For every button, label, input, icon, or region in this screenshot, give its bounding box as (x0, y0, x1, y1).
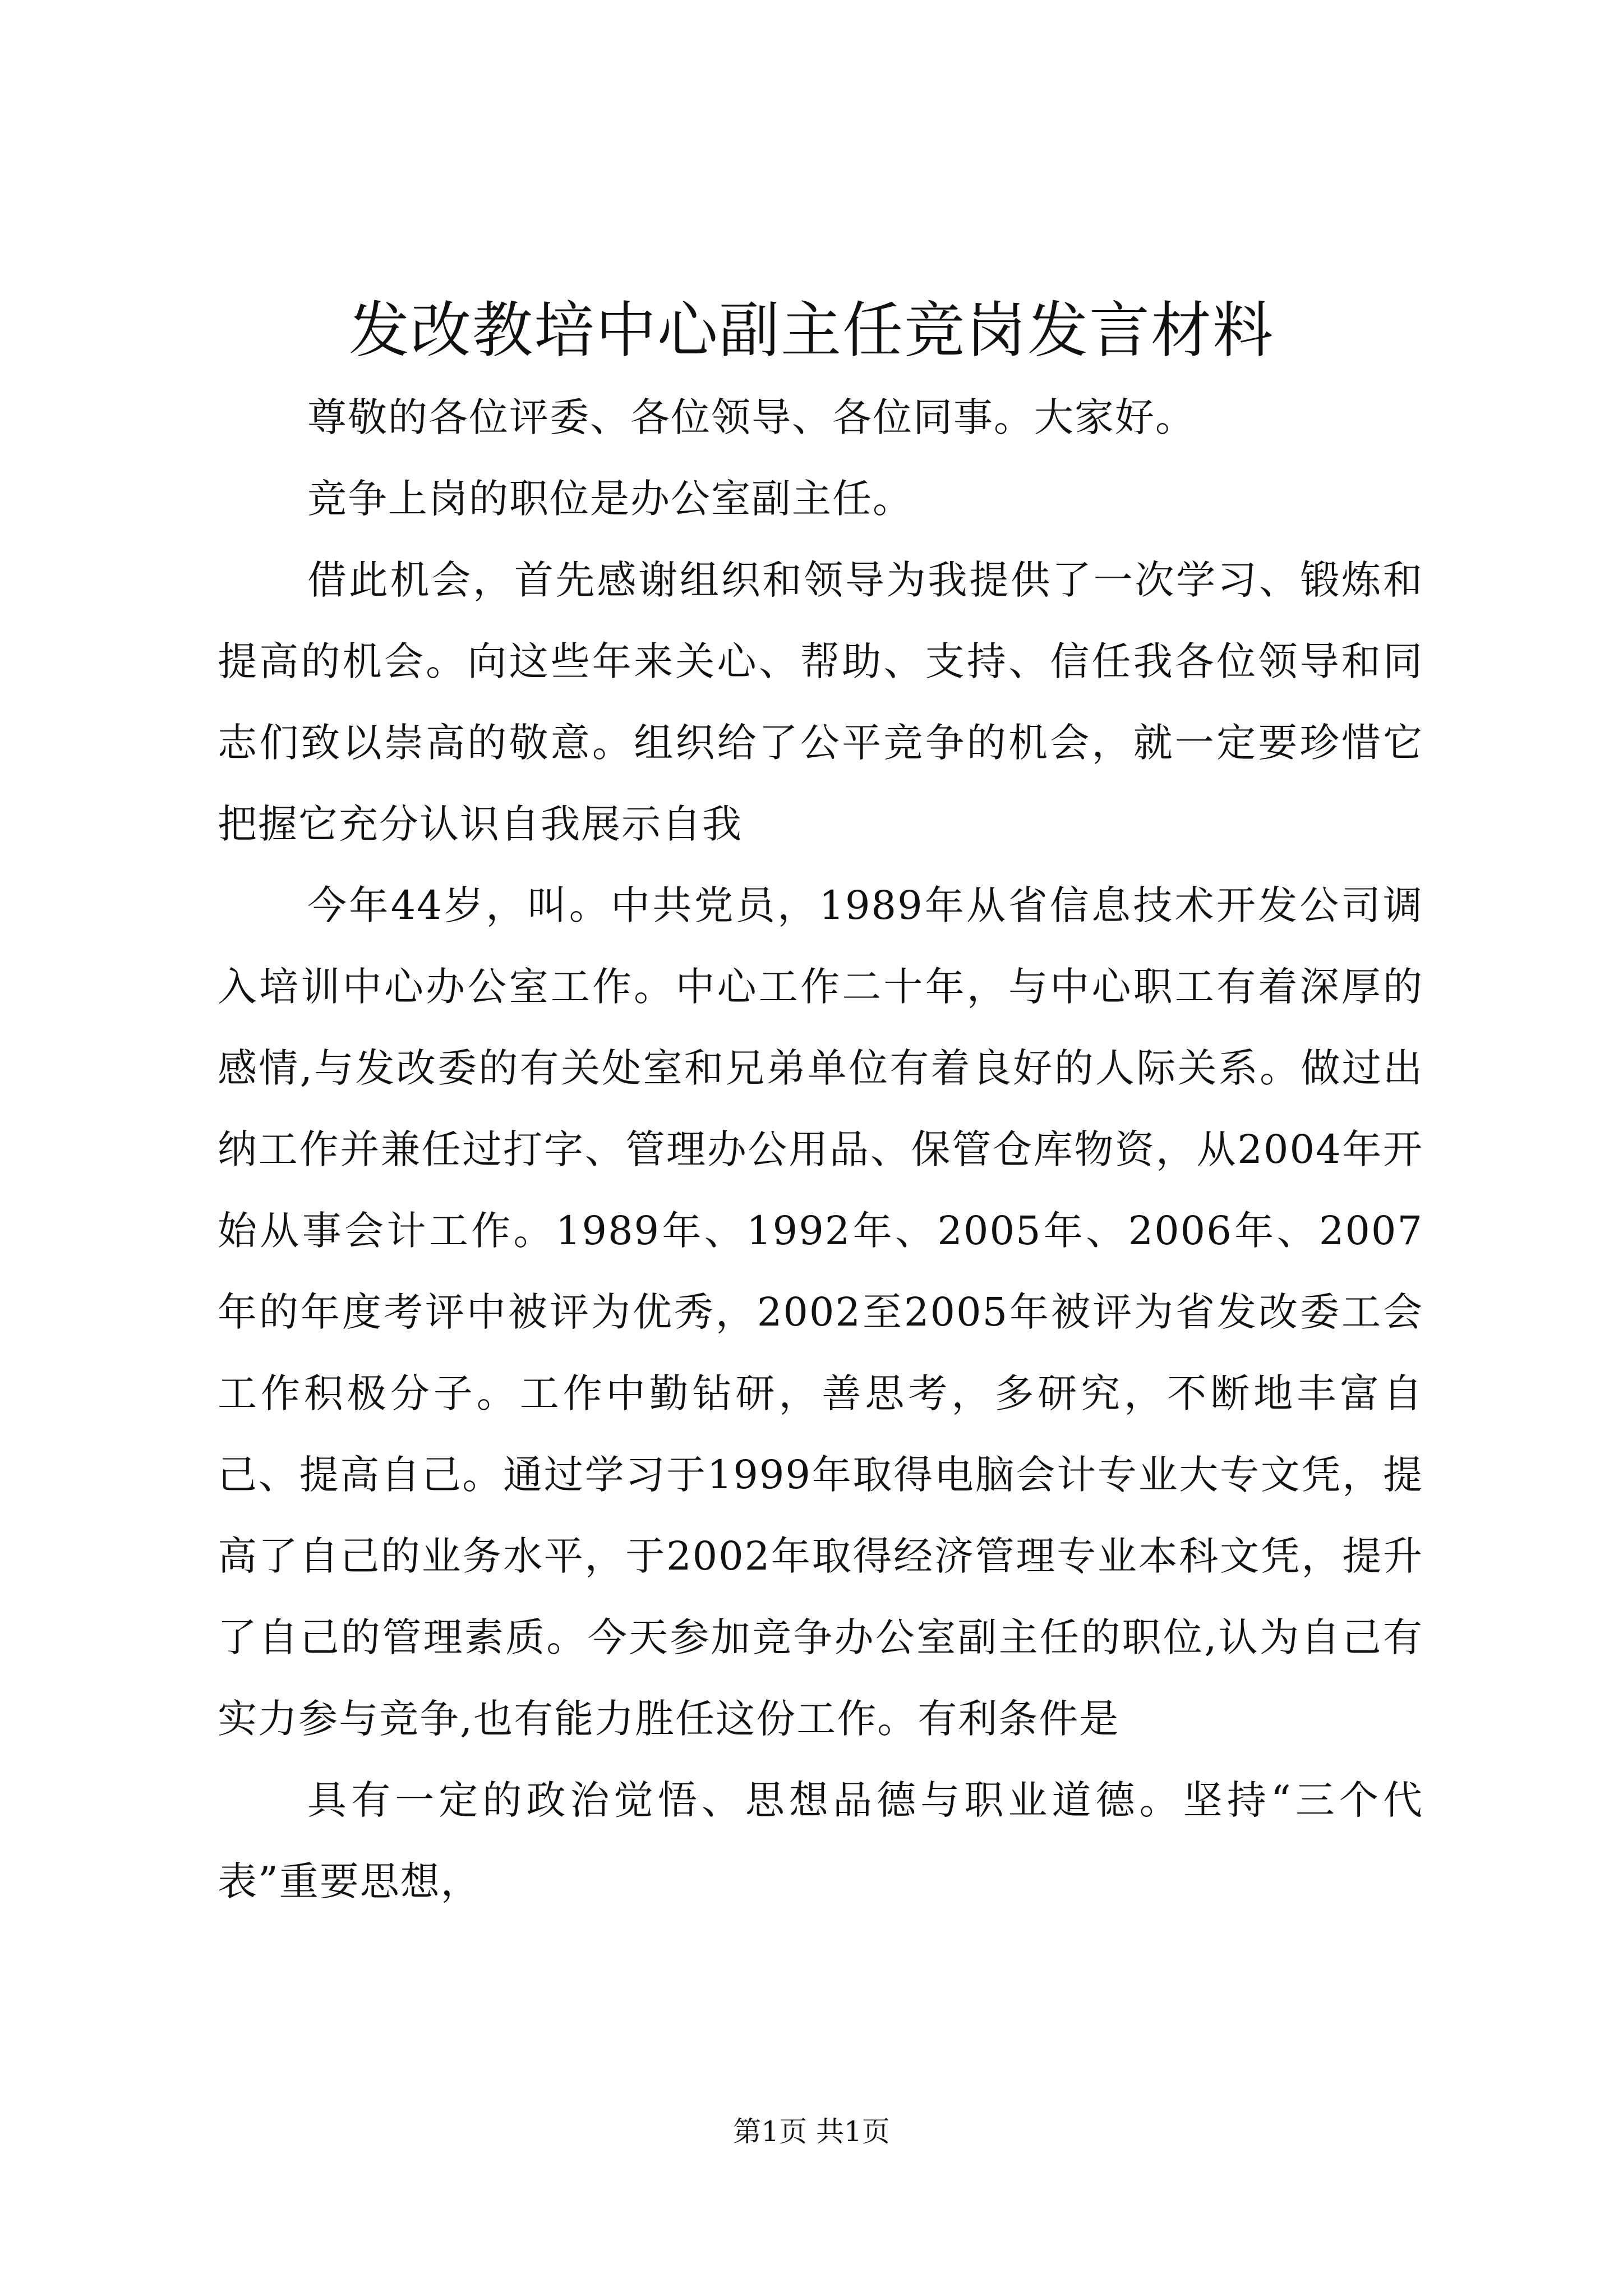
paragraph-background: 今年44岁，叫。中共党员，1989年从省信息技术开发公司调入培训中心办公室工作。中心工作二十年，与中心职工有着深厚的感情,与发改委的有关处室和兄弟单位有着良好的人际关系。做过出纳工作并兼任过打字、管理办公用品、保管仓库物资，从2004年开始从事会计工作。1989年、1992年、2005年、2006年、2007年的年度考评中被评为优秀，2002至2005年被评为省发改委工会工作积极分子。工作中勤钻研，善思考，多研究，不断地丰富自己、提高自己。通过学习于1999年取得电脑会计专业大专文凭，提高了自己的业务水平，于2002年取得经济管理专业本科文凭，提升了自己的管理素质。今天参加竞争办公室副主任的职位,认为自己有实力参与竞争,也有能力胜任这份工作。有利条件是 (218, 882, 1423, 1742)
paragraph-greeting: 尊敬的各位评委、各位领导、各位同事。大家好。 (307, 394, 1196, 440)
paragraph-position: 竞争上岗的职位是办公室副主任。 (307, 476, 913, 522)
paragraph-conditions: 具有一定的政治觉悟、思想品德与职业道德。坚持“三个代表”重要思想， (218, 1777, 1423, 1904)
document-title: 发改教培中心副主任竞岗发言材料 (348, 296, 1274, 366)
paragraph-thanks: 借此机会，首先感谢组织和领导为我提供了一次学习、锻炼和提高的机会。向这些年来关心、帮助、支持、信任我各位领导和同志们致以崇高的敬意。组织给了公平竞争的机会，就一定要珍惜它把握它充分认识自我展示自我 (218, 557, 1423, 847)
page-footer: 第1页 共1页 (733, 2115, 890, 2148)
document-body (218, 377, 1423, 1922)
